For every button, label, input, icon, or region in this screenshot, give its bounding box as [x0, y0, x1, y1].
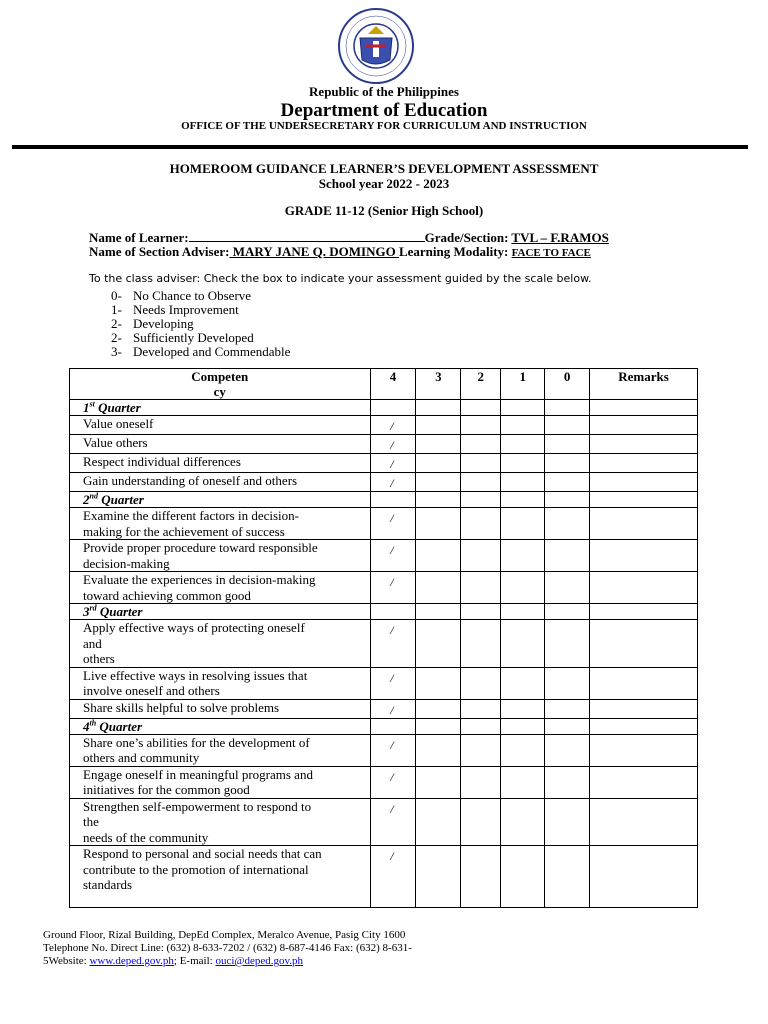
empty-cell: [501, 604, 545, 620]
competency-item: Value others: [70, 435, 371, 454]
rating-0-checkbox[interactable]: [545, 846, 590, 908]
rating-0-checkbox[interactable]: [545, 699, 590, 718]
check-mark: /: [390, 623, 394, 637]
empty-cell: [370, 718, 416, 734]
rating-2-checkbox[interactable]: [461, 699, 501, 718]
rating-0-checkbox[interactable]: [545, 766, 590, 798]
empty-cell: [461, 400, 501, 416]
table-row: [70, 540, 698, 572]
section-value: TVL – F.RAMOS: [511, 230, 609, 245]
empty-cell: [590, 492, 698, 508]
rating-0-checkbox[interactable]: [545, 454, 590, 473]
modality-value: FACE TO FACE: [511, 247, 591, 259]
rating-1-checkbox[interactable]: [501, 473, 545, 492]
grade-level: GRADE 11-12 (Senior High School): [284, 203, 484, 218]
header-1: 1: [501, 369, 545, 400]
rating-0-checkbox[interactable]: [545, 473, 590, 492]
check-mark: /: [390, 670, 394, 685]
rating-1-checkbox[interactable]: [501, 508, 545, 540]
rating-2-checkbox[interactable]: [461, 667, 501, 699]
quarter-row: [70, 400, 698, 416]
rating-3-checkbox[interactable]: [416, 508, 461, 540]
table-row: [70, 667, 698, 699]
rating-4-checkbox[interactable]: [370, 572, 416, 604]
deped-seal-logo: [324, 8, 428, 84]
scale-item: 2- Sufficiently Developed: [111, 330, 254, 345]
rating-3-checkbox[interactable]: [416, 572, 461, 604]
rating-3-checkbox[interactable]: [416, 798, 461, 846]
header-competency: Competen cy: [70, 369, 371, 400]
rating-1-checkbox[interactable]: [501, 766, 545, 798]
table-row: [70, 846, 698, 908]
remarks-field[interactable]: [590, 699, 698, 718]
table-row: [70, 416, 698, 435]
section-label: Grade/Section:: [424, 230, 509, 245]
rating-2-checkbox[interactable]: [461, 540, 501, 572]
rating-0-checkbox[interactable]: [545, 435, 590, 454]
remarks-field[interactable]: [590, 572, 698, 604]
table-row: [70, 508, 698, 540]
rating-3-checkbox[interactable]: [416, 699, 461, 718]
rating-0-checkbox[interactable]: [545, 620, 590, 668]
competency-item: Gain understanding of oneself and others: [70, 473, 371, 492]
rating-4-checkbox[interactable]: [370, 416, 416, 435]
rating-2-checkbox[interactable]: [461, 416, 501, 435]
empty-cell: [501, 718, 545, 734]
table-row: [70, 435, 698, 454]
table-row: [70, 620, 698, 668]
check-mark: /: [390, 801, 394, 816]
table-row: [70, 766, 698, 798]
competency-item: Engage oneself in meaningful programs and initiatives for the common good: [70, 766, 371, 798]
rating-0-checkbox[interactable]: [545, 798, 590, 846]
table-row: [70, 454, 698, 473]
check-mark: /: [390, 769, 394, 784]
rating-0-checkbox[interactable]: [545, 508, 590, 540]
competency-item: Share skills helpful to solve problems: [70, 699, 371, 718]
rating-3-checkbox[interactable]: [416, 454, 461, 473]
scale-item: 1- Needs Improvement: [111, 302, 239, 317]
quarter-label: 3rd Quarter: [70, 604, 371, 620]
rating-2-checkbox[interactable]: [461, 508, 501, 540]
rating-2-checkbox[interactable]: [461, 572, 501, 604]
check-mark: /: [390, 511, 394, 525]
header-remarks: Remarks: [590, 369, 698, 400]
rating-1-checkbox[interactable]: [501, 416, 545, 435]
scale-item: 3- Developed and Commendable: [111, 344, 291, 359]
competency-item: Apply effective ways of protecting oneself and others: [70, 620, 371, 668]
competency-item: Strengthen self-empowerment to respond to the needs of the community: [70, 798, 371, 846]
remarks-field[interactable]: [590, 798, 698, 846]
footer: [43, 929, 412, 968]
rating-0-checkbox[interactable]: [545, 667, 590, 699]
rating-1-checkbox[interactable]: [501, 846, 545, 908]
empty-cell: [461, 718, 501, 734]
rating-3-checkbox[interactable]: [416, 620, 461, 668]
rating-3-checkbox[interactable]: [416, 734, 461, 766]
remarks-field[interactable]: [590, 508, 698, 540]
check-mark: /: [390, 419, 394, 433]
quarter-row: [70, 492, 698, 508]
rating-3-checkbox[interactable]: [416, 416, 461, 435]
empty-cell: [370, 492, 416, 508]
scale-item: 2- Developing: [111, 316, 194, 331]
quarter-label: 4th Quarter: [70, 718, 371, 734]
table-header-row: [70, 369, 698, 400]
competency-item: Respect individual differences: [70, 454, 371, 473]
adviser-row: [89, 244, 591, 260]
empty-cell: [416, 492, 461, 508]
rating-1-checkbox[interactable]: [501, 667, 545, 699]
rating-4-checkbox[interactable]: [370, 734, 416, 766]
remarks-field[interactable]: [590, 667, 698, 699]
header-divider: [12, 145, 748, 149]
competency-item: Respond to personal and social needs that can contribute to the promotion of international standards: [70, 846, 371, 908]
empty-cell: [501, 492, 545, 508]
check-mark: /: [390, 457, 394, 471]
empty-cell: [416, 718, 461, 734]
table-row: [70, 572, 698, 604]
competency-item: Live effective ways in resolving issues that involve oneself and others: [70, 667, 371, 699]
footer-contact: 5Website: www.deped.gov.ph; E-mail: ouci@deped.gov.ph: [43, 955, 304, 967]
table-row: [70, 734, 698, 766]
office-heading: OFFICE OF THE UNDERSECRETARY FOR CURRICULUM AND INSTRUCTION: [181, 120, 587, 132]
competency-item: Share one’s abilities for the development of others and community: [70, 734, 371, 766]
learner-label: Name of Learner:: [89, 230, 189, 245]
empty-cell: [501, 400, 545, 416]
check-mark: /: [390, 737, 394, 752]
website-link[interactable]: www.deped.gov.ph: [89, 955, 174, 967]
rating-2-checkbox[interactable]: [461, 798, 501, 846]
footer-address: Ground Floor, Rizal Building, DepEd Complex, Meralco Avenue, Pasig City 1600: [43, 929, 406, 941]
rating-3-checkbox[interactable]: [416, 435, 461, 454]
rating-0-checkbox[interactable]: [545, 734, 590, 766]
rating-1-checkbox[interactable]: [501, 572, 545, 604]
remarks-field[interactable]: [590, 416, 698, 435]
empty-cell: [545, 718, 590, 734]
empty-cell: [370, 604, 416, 620]
remarks-field[interactable]: [590, 766, 698, 798]
rating-3-checkbox[interactable]: [416, 540, 461, 572]
table-row: [70, 699, 698, 718]
rating-3-checkbox[interactable]: [416, 846, 461, 908]
empty-cell: [416, 604, 461, 620]
rating-1-checkbox[interactable]: [501, 699, 545, 718]
empty-cell: [370, 400, 416, 416]
rating-0-checkbox[interactable]: [545, 540, 590, 572]
rating-1-checkbox[interactable]: [501, 454, 545, 473]
rating-1-checkbox[interactable]: [501, 798, 545, 846]
check-mark: /: [390, 702, 394, 717]
header-0: 0: [545, 369, 590, 400]
empty-cell: [545, 400, 590, 416]
republic-heading: Republic of the Philippines: [309, 84, 459, 99]
check-mark: /: [390, 543, 394, 557]
adviser-label: Name of Section Adviser:: [89, 244, 230, 259]
header-4: 4: [370, 369, 416, 400]
rating-1-checkbox[interactable]: [501, 620, 545, 668]
empty-cell: [461, 604, 501, 620]
adviser-instruction: To the class adviser: Check the box to indicate your assessment guided by the scale below.: [89, 272, 592, 285]
rating-4-checkbox[interactable]: [370, 846, 416, 908]
rating-4-checkbox[interactable]: [370, 798, 416, 846]
remarks-field[interactable]: [590, 540, 698, 572]
empty-cell: [590, 718, 698, 734]
remarks-field[interactable]: [590, 734, 698, 766]
check-mark: /: [390, 575, 394, 589]
remarks-field[interactable]: [590, 620, 698, 668]
empty-cell: [416, 400, 461, 416]
remarks-field[interactable]: [590, 846, 698, 908]
rating-4-checkbox[interactable]: [370, 699, 416, 718]
quarter-label: 2nd Quarter: [70, 492, 371, 508]
rating-3-checkbox[interactable]: [416, 667, 461, 699]
scale-item: 0- No Chance to Observe: [111, 288, 252, 303]
rating-0-checkbox[interactable]: [545, 572, 590, 604]
rating-2-checkbox[interactable]: [461, 846, 501, 908]
check-mark: /: [390, 438, 394, 452]
rating-4-checkbox[interactable]: [370, 667, 416, 699]
table-row: [70, 798, 698, 846]
department-heading: Department of Education: [280, 100, 488, 121]
quarter-row: [70, 604, 698, 620]
form-title: HOMEROOM GUIDANCE LEARNER’S DEVELOPMENT ASSESSMENT: [169, 161, 599, 176]
competency-item: Evaluate the experiences in decision-making toward achieving common good: [70, 572, 371, 604]
quarter-label: 1st Quarter: [70, 400, 371, 416]
rating-4-checkbox[interactable]: [370, 508, 416, 540]
header-2: 2: [461, 369, 501, 400]
competency-item: Provide proper procedure toward responsible decision-making: [70, 540, 371, 572]
rating-1-checkbox[interactable]: [501, 435, 545, 454]
remarks-field[interactable]: [590, 435, 698, 454]
empty-cell: [545, 604, 590, 620]
empty-cell: [590, 400, 698, 416]
rating-0-checkbox[interactable]: [545, 416, 590, 435]
modality-label: Learning Modality:: [398, 244, 509, 259]
rating-4-checkbox[interactable]: [370, 435, 416, 454]
rating-2-checkbox[interactable]: [461, 620, 501, 668]
adviser-value: MARY JANE Q. DOMINGO: [229, 244, 399, 259]
empty-cell: [461, 492, 501, 508]
header-3: 3: [416, 369, 461, 400]
rating-1-checkbox[interactable]: [501, 540, 545, 572]
learner-name-field[interactable]: [189, 231, 425, 242]
rating-3-checkbox[interactable]: [416, 473, 461, 492]
table-row: [70, 473, 698, 492]
rating-4-checkbox[interactable]: [370, 473, 416, 492]
competency-item: Examine the different factors in decision- making for the achievement of success: [70, 508, 371, 540]
remarks-field[interactable]: [590, 473, 698, 492]
rating-2-checkbox[interactable]: [461, 473, 501, 492]
competency-item: Value oneself: [70, 416, 371, 435]
competency-table: [69, 368, 698, 908]
empty-cell: [590, 604, 698, 620]
rating-4-checkbox[interactable]: [370, 540, 416, 572]
footer-phone: Telephone No. Direct Line: (632) 8-633-7202 / (632) 8-687-4146 Fax: (632) 8-631-: [43, 942, 412, 954]
school-year: School year 2022 - 2023: [318, 176, 450, 191]
rating-2-checkbox[interactable]: [461, 435, 501, 454]
remarks-field[interactable]: [590, 454, 698, 473]
empty-cell: [545, 492, 590, 508]
email-link[interactable]: ouci@deped.gov.ph: [215, 955, 304, 967]
rating-4-checkbox[interactable]: [370, 766, 416, 798]
quarter-row: [70, 718, 698, 734]
check-mark: /: [390, 476, 394, 490]
check-mark: /: [390, 849, 394, 863]
rating-2-checkbox[interactable]: [461, 454, 501, 473]
rating-4-checkbox[interactable]: [370, 454, 416, 473]
rating-2-checkbox[interactable]: [461, 766, 501, 798]
rating-1-checkbox[interactable]: [501, 734, 545, 766]
rating-4-checkbox[interactable]: [370, 620, 416, 668]
rating-2-checkbox[interactable]: [461, 734, 501, 766]
rating-3-checkbox[interactable]: [416, 766, 461, 798]
